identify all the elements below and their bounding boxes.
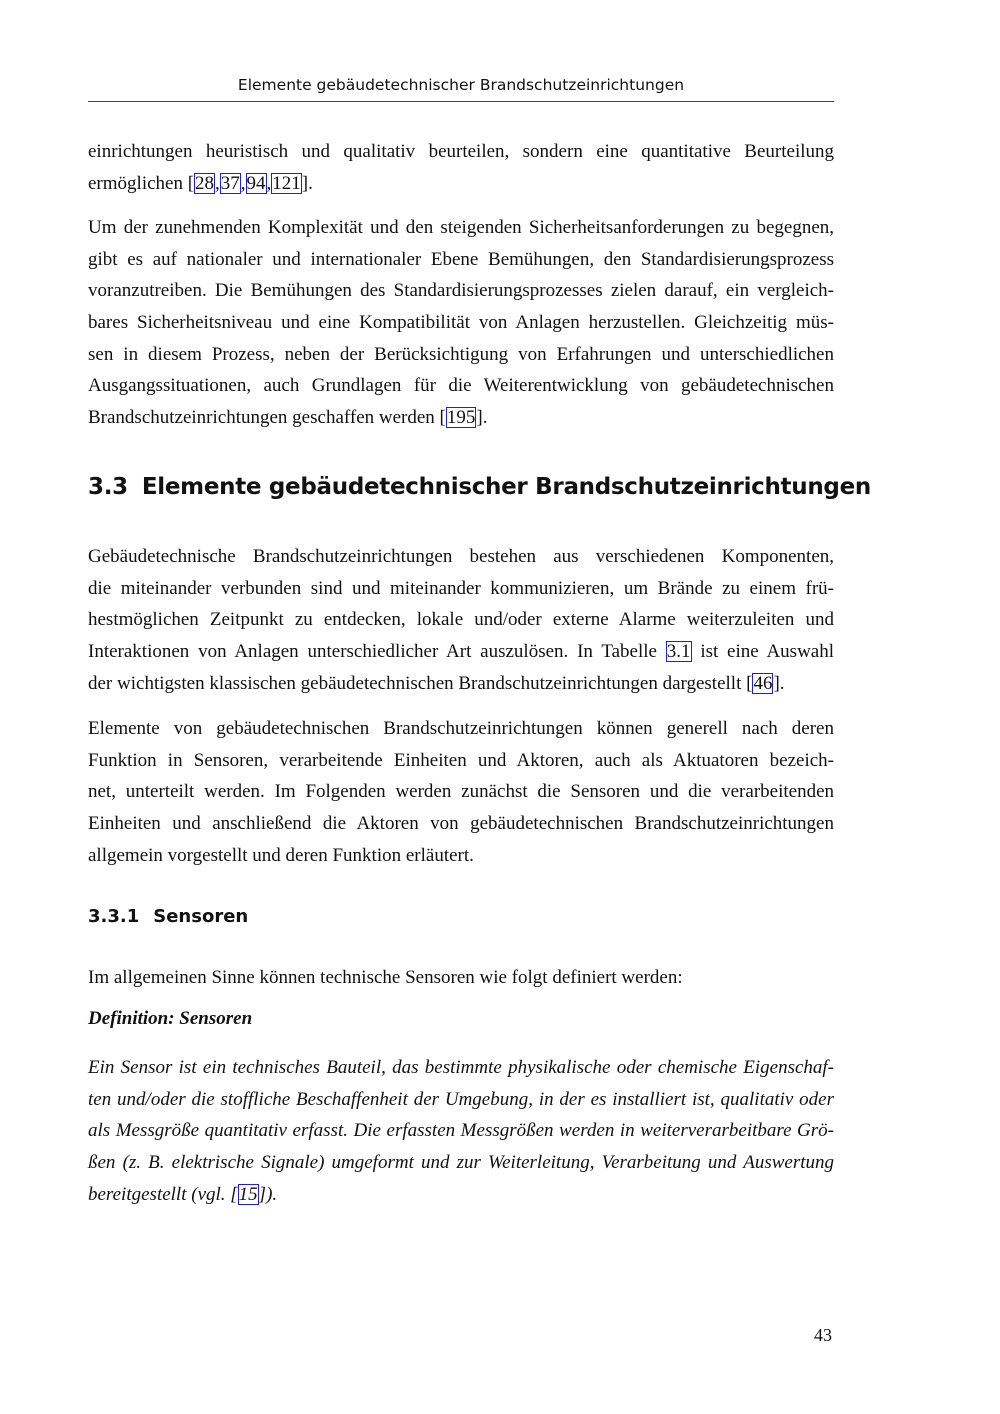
- text-line: Um der zunehmenden Komplexität und den steigenden Sicherheitsanforderungen zu begegnen,: [88, 217, 834, 238]
- text-line: ten und/oder die stoffliche Beschaffenheit der Umgebung, in der es installiert ist, qualitativ oder: [88, 1088, 834, 1110]
- text-line: die miteinander verbunden sind und miteinander kommunizieren, um Brände zu einem frü-: [88, 577, 834, 599]
- text-line: sen in diesem Prozess, neben der Berücksichtigung von Erfahrungen und unterschiedlichen: [88, 343, 834, 365]
- text-line: Interaktionen von Anlagen unterschiedlicher Art auszulösen. In Tabelle 3.1 ist eine Auswahl: [88, 641, 834, 663]
- text-line: Funktion in Sensoren, verarbeitende Einheiten und Aktoren, auch als Aktuatoren bezeich-: [88, 749, 834, 771]
- text-line: ßen (z. B. elektrische Signale) umgeformt und zur Weiterleitung, Verarbeitung und Auswertung: [88, 1152, 834, 1174]
- header-rule: [88, 101, 834, 102]
- text-line: Ausgangssituationen, auch Grundlagen für die Weiterentwicklung von gebäudetechnischen: [88, 375, 834, 397]
- citation-link[interactable]: 46: [753, 672, 773, 694]
- text-line: hestmöglichen Zeitpunkt zu entdecken, lokale und/oder externe Alarme weiterzuleiten und: [88, 609, 834, 631]
- section-heading: [88, 474, 871, 500]
- text-line: als Messgröße quantitativ erfasst. Die erfassten Messgrößen werden in weiterverarbeitbare Grö-: [88, 1120, 834, 1142]
- citation-link[interactable]: 37: [220, 172, 240, 194]
- citation-link[interactable]: 3.1: [666, 641, 691, 663]
- paragraph: [88, 541, 834, 699]
- text-line: net, unterteilt werden. Im Folgenden werden zunächst die Sensoren und die verarbeitenden: [88, 781, 834, 803]
- text-line: ermöglichen [28,37,94,121].: [88, 172, 313, 194]
- text-line: Ein Sensor ist ein technisches Bauteil, das bestimmte physikalische oder chemische Eigenschaf-: [88, 1057, 834, 1078]
- text-line: Brandschutzeinrichtungen geschaffen werden [195].: [88, 407, 488, 429]
- citation-link[interactable]: 94: [246, 172, 266, 194]
- definition-heading: Definition: Sensoren: [88, 1008, 253, 1029]
- text-line: bares Sicherheitsniveau und eine Kompatibilität von Anlagen herzustellen. Gleichzeitig müs-: [88, 312, 834, 334]
- definition-body: [88, 1052, 834, 1210]
- paragraph: [88, 713, 834, 871]
- section-number: 3.3: [88, 474, 128, 500]
- running-header: [88, 76, 834, 94]
- text-line: allgemein vorgestellt und deren Funktion erläutert.: [88, 844, 474, 866]
- subsection-title: Sensoren: [153, 906, 249, 927]
- paragraph: [88, 962, 834, 994]
- page-number: 43: [814, 1325, 832, 1345]
- running-header-text: Elemente gebäudetechnischer Brandschutzeinrichtungen: [237, 76, 685, 94]
- text-line: bereitgestellt (vgl. [15]).: [88, 1183, 278, 1205]
- subsection-number: 3.3.1: [88, 906, 140, 927]
- paragraph: [88, 136, 834, 199]
- text-line: Gebäudetechnische Brandschutzeinrichtungen bestehen aus verschiedenen Komponenten,: [88, 546, 834, 567]
- citation-link[interactable]: 121: [272, 172, 301, 194]
- paragraph: [88, 212, 834, 434]
- text-line: einrichtungen heuristisch und qualitativ beurteilen, sondern eine quantitative Beurteilung: [88, 141, 834, 162]
- subsection-heading: [88, 906, 248, 927]
- citation-link[interactable]: 28: [195, 172, 215, 194]
- text-line: Einheiten und anschließend die Aktoren von gebäudetechnischen Brandschutzeinrichtungen: [88, 813, 834, 835]
- citation-link[interactable]: 15: [238, 1183, 258, 1205]
- text-line: Im allgemeinen Sinne können technische Sensoren wie folgt definiert werden:: [88, 967, 683, 988]
- section-title: Elemente gebäudetechnischer Brandschutzeinrichtungen: [141, 474, 871, 500]
- text-line: Elemente von gebäudetechnischen Brandschutzeinrichtungen können generell nach deren: [88, 718, 834, 739]
- text-line: voranzutreiben. Die Bemühungen des Standardisierungsprozesses zielen darauf, ein vergleich-: [88, 280, 834, 302]
- text-line: gibt es auf nationaler und internationaler Ebene Bemühungen, den Standardisierungsprozess: [88, 248, 834, 270]
- text-line: der wichtigsten klassischen gebäudetechnischen Brandschutzeinrichtungen dargestellt [46].: [88, 672, 785, 694]
- citation-link[interactable]: 195: [446, 407, 476, 429]
